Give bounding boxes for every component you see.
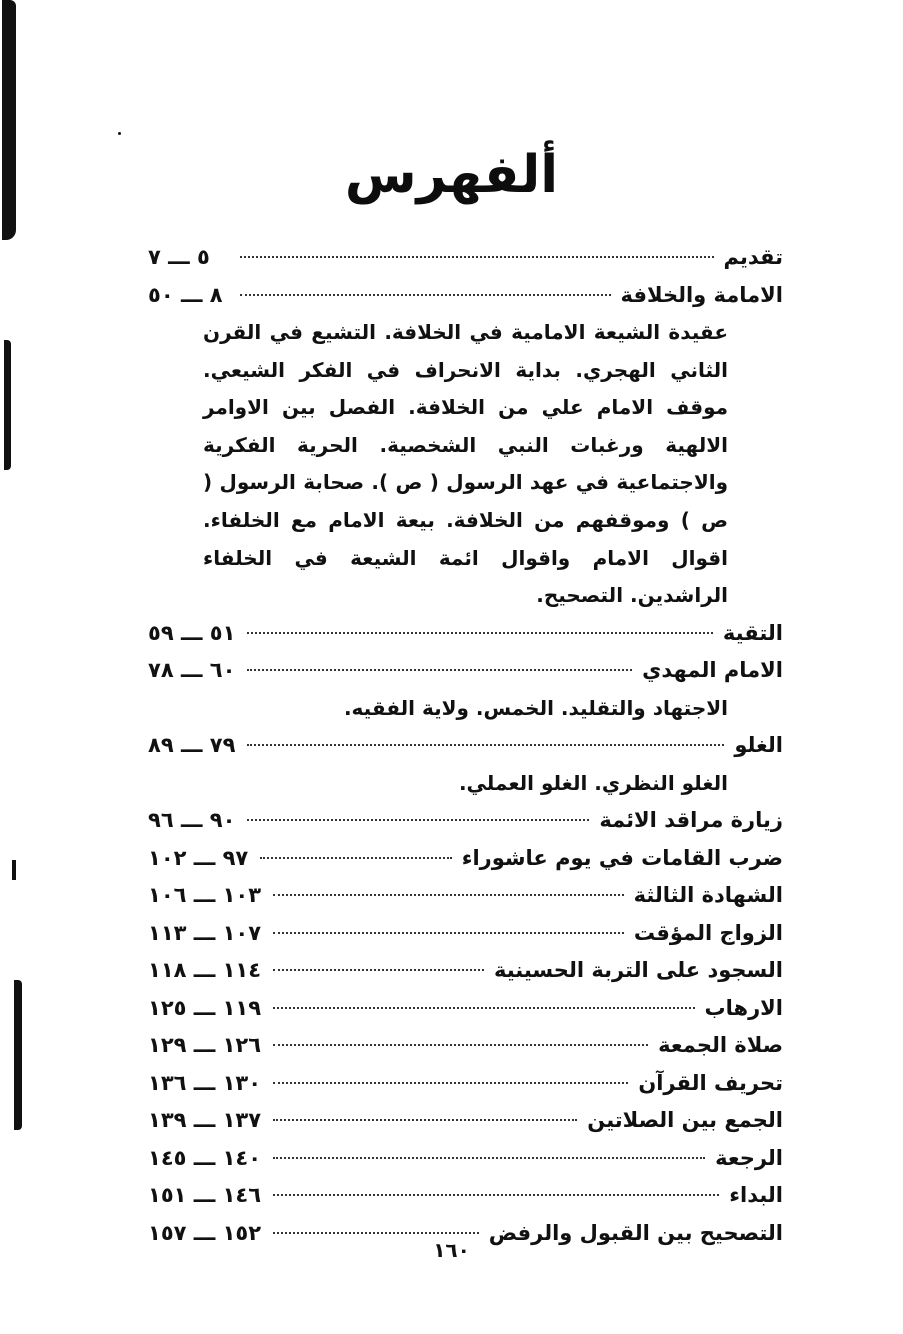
toc-entry-pages: ٥ ـــ ٧: [148, 245, 210, 269]
dot-leader: [247, 819, 589, 821]
dot-leader: [273, 1157, 705, 1159]
toc-entry-pages: ١٥٢ ـــ ١٥٧: [148, 1220, 262, 1245]
toc-entry: [148, 990, 783, 1028]
toc-entry-label: الامام المهدي: [642, 658, 783, 683]
scan-edge-mark: [4, 340, 11, 470]
toc-entry-pages: ٥١ ـــ ٥٩: [148, 620, 236, 645]
dot-leader: [247, 744, 724, 746]
dot-leader: [273, 932, 624, 934]
toc-entry-label: الجمع بين الصلاتين: [587, 1108, 783, 1133]
toc-entry-label: الامامة والخلافة: [620, 282, 783, 307]
toc-entry-label: الغلو: [734, 733, 783, 758]
toc-entry-label: صلاة الجمعة: [658, 1033, 783, 1058]
toc-entry-label: السجود على التربة الحسينية: [493, 958, 783, 983]
toc-entry: [148, 615, 783, 653]
toc-entry-subtopics: الغلو النظري. الغلو العملي.: [458, 770, 728, 795]
toc-entry-label: الرجعة: [715, 1145, 783, 1170]
toc-entry-label: التصحيح بين القبول والرفض: [488, 1220, 783, 1245]
toc-entry-pages: ١١٩ ـــ ١٢٥: [148, 995, 262, 1020]
dot-leader: [247, 669, 632, 671]
toc-entry-pages: ٨ ـــ ٥٠: [148, 282, 223, 307]
toc-entry: [148, 802, 783, 840]
table-of-contents: [148, 239, 783, 1252]
toc-entry-pages: ١٤٦ ـــ ١٥١: [148, 1183, 262, 1208]
toc-entry-pages: ٦٠ ـــ ٧٨: [148, 658, 236, 683]
toc-entry-pages: ١٤٠ ـــ ١٤٥: [148, 1145, 262, 1170]
toc-entry: [148, 1102, 783, 1140]
scan-edge-mark: [12, 860, 16, 880]
page-number: ١٦٠: [433, 1238, 470, 1262]
dot-leader: [273, 1119, 577, 1121]
toc-entry-label: الزواج المؤقت: [633, 920, 783, 945]
toc-entry-label: البداء: [729, 1183, 783, 1208]
toc-entry-label: تحريف القرآن: [638, 1070, 783, 1095]
dot-leader: [273, 1007, 694, 1009]
page-title: ألفهرس: [344, 145, 559, 205]
toc-entry: [148, 1027, 783, 1065]
toc-entry-label: زيارة مراقد الائمة: [599, 808, 783, 833]
toc-entry-label: تقديم: [723, 245, 783, 269]
toc-entry: [148, 1140, 783, 1178]
toc-entry-pages: ١٣٠ ـــ ١٣٦: [148, 1070, 262, 1095]
toc-entry-pages: ١٠٧ ـــ ١١٣: [148, 920, 262, 945]
toc-entry-pages: ٩٧ ـــ ١٠٢: [148, 845, 249, 870]
toc-entry: [148, 1177, 783, 1215]
toc-entry: [148, 652, 783, 690]
toc-entry: [148, 277, 783, 315]
toc-entry-pages: ١٢٦ ـــ ١٢٩: [148, 1033, 262, 1058]
toc-entry-label: التقية: [722, 620, 783, 645]
toc-entry-label: الارهاب: [704, 995, 783, 1020]
toc-entry-pages: ٧٩ ـــ ٨٩: [148, 733, 236, 758]
dot-leader: [273, 1082, 628, 1084]
dot-leader: [273, 1194, 719, 1196]
dot-leader: [247, 632, 712, 634]
toc-entry-label: الشهادة الثالثة: [633, 883, 783, 908]
toc-entry: [148, 727, 783, 765]
toc-entry-pages: ١٠٣ ـــ ١٠٦: [148, 883, 262, 908]
toc-entry-pages: ١١٤ ـــ ١١٨: [148, 958, 262, 983]
toc-entry: [148, 239, 783, 277]
toc-entry-label: ضرب القامات في يوم عاشوراء: [461, 845, 783, 870]
toc-entry-pages: ١٣٧ ـــ ١٣٩: [148, 1108, 262, 1133]
dot-leader: [273, 1044, 648, 1046]
toc-entry-subtopics: عقيدة الشيعة الامامية في الخلافة. التشيع في القرن الثاني الهجري. بداية الانحراف في الفكر الشيعي. موقف الامام علي من الخلافة. الفصل بين الاوامر الالهية ورغبات النبي الشخصية. الحرية الفكرية والاجتماعية في عهد الرسول ( ص ). صحابة الرسول ( ص ) وموقفهم من الخلافة. بيعة الامام مع الخلفاء. اقوال الامام واقوال ائمة الشيعة في الخلفاء الراشدين. التصحيح.: [203, 320, 728, 608]
toc-entry: [148, 840, 783, 878]
scan-edge-mark: [14, 980, 22, 1130]
toc-entry-pages: ٩٠ ـــ ٩٦: [148, 808, 236, 833]
toc-entry-subtopics: الاجتهاد والتقليد. الخمس. ولاية الفقيه.: [343, 695, 728, 720]
toc-entry: [148, 877, 783, 915]
dot-leader: [240, 256, 714, 258]
toc-entry: [148, 915, 783, 953]
dot-leader: [273, 969, 484, 971]
dot-leader: [240, 294, 611, 296]
dot-leader: [260, 857, 451, 859]
dot-leader: [273, 894, 624, 896]
toc-entry: [148, 952, 783, 990]
toc-entry: [148, 1065, 783, 1103]
dot-leader: [273, 1232, 479, 1234]
